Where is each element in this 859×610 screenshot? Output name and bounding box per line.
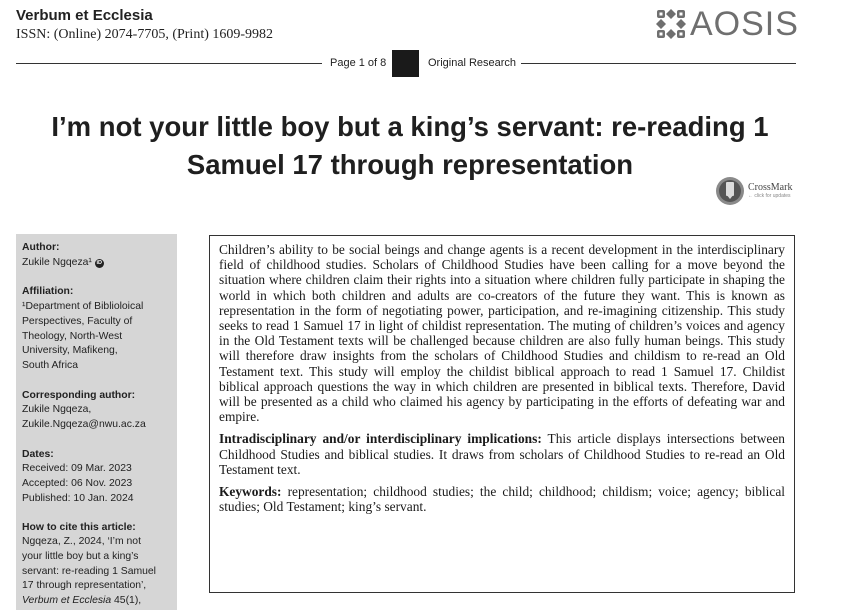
cite-line: servant: re-reading 1 Samuel (22, 565, 156, 577)
title-line-2: Samuel 17 through representation (186, 149, 634, 180)
issn: ISSN: (Online) 2074-7705, (Print) 1609-9982 (16, 27, 274, 42)
cite-section (22, 521, 171, 609)
author-section (22, 241, 171, 270)
date-published: Published: 10 Jan. 2024 (22, 492, 134, 504)
crossmark-icon (715, 176, 745, 206)
keywords-label: Keywords: (219, 484, 282, 500)
affiliation-line: South Africa (22, 359, 79, 371)
date-accepted: Accepted: 06 Nov. 2023 (22, 478, 133, 490)
header-rule-left (16, 63, 322, 64)
cite-volume: 45(1), (111, 595, 142, 607)
aosis-logo-icon (655, 8, 687, 40)
corresponding-label: Corresponding author: (22, 389, 136, 401)
implications-paragraph (219, 431, 785, 477)
date-received: Received: 09 Mar. 2023 (22, 463, 132, 475)
affiliation-line: Theology, North-West (22, 330, 123, 342)
implications-text: This article displays intersections between Childhood Studies and biblical studies. It draws from scholars of Childhood Studies to re-read an Old Testament text. (219, 431, 785, 477)
logo-text: AOSIS (690, 5, 799, 43)
publisher-logo[interactable] (655, 5, 799, 43)
author-line (22, 256, 171, 271)
article-category: Original Research (428, 57, 517, 69)
author-label: Author: (22, 242, 60, 253)
abstract-box (209, 235, 795, 593)
corresponding-section (22, 389, 171, 433)
crossmark-sub: ← click for updates (748, 193, 791, 199)
crossmark-badge[interactable] (715, 176, 792, 206)
affiliation-line: University, Mafikeng, (22, 345, 118, 357)
page-number: Page 1 of 8 (330, 57, 387, 69)
implications-label: Intradisciplinary and/or interdisciplinary implications: (219, 431, 542, 447)
cite-line: Ngqeza, Z., 2024, ‘I’m not (22, 536, 141, 548)
dates-label: Dates: (22, 448, 54, 460)
article-info-sidebar (16, 234, 177, 610)
affiliation-line: ¹Department of Biblioloical (22, 301, 144, 313)
abstract-body: Children’s ability to be social beings and change agents is a recent development in the interdisciplinary field of childhood studies. Scholars of Childhood Studies have been calling for a move beyond the situation where children claim their rights into a situation where children fully participate in shaping the world in which both children and adults are co-creators of the future they want. This is known as representation in the form of negotiating power, participation, and re-imagining citizenship. This study seeks to read 1 Samuel 17 in light of childist representation. The muting of children’s voices and agency in the Old Testament texts will be challenged because children are also fully human beings. This study will therefore draw insights from the scholars of Childhood Studies and childism to re-read an Old Testament text. This study will employ the childist biblical approach to read 1 Samuel 17. Childist biblical approach questions the way in which children are presented in biblical texts. Therefore, David will be presented as a child who claimed his agency by participating in the efforts of defeating war and empire. (219, 242, 785, 425)
affiliation-label: Affiliation: (22, 286, 74, 298)
title-line-1: I’m not your little boy but a king’s servant: re-reading 1 (51, 111, 769, 142)
author-name: Zukile Ngqeza¹ (22, 256, 92, 268)
cite-label: How to cite this article: (22, 521, 136, 533)
keywords-paragraph (219, 484, 785, 514)
cite-line: your little boy but a king’s (22, 550, 139, 562)
cite-journal: Verbum et Ecclesia (22, 595, 112, 607)
affiliation-line: Perspectives, Faculty of (22, 315, 133, 327)
journal-name: Verbum et Ecclesia (16, 7, 153, 24)
article-title (20, 108, 800, 184)
page-marker-block (392, 50, 419, 77)
corresponding-name: Zukile Ngqeza, (22, 404, 92, 416)
crossmark-label: CrossMark (748, 182, 793, 193)
affiliation-section (22, 285, 171, 373)
orcid-icon[interactable]: iD (96, 259, 103, 266)
keywords-text: representation; childhood studies; the child; childhood; childism; voice; agency; biblical studies; Old Testament; king’s servant. (219, 484, 785, 515)
corresponding-email[interactable]: Zukile.Ngqeza@nwu.ac.za (22, 419, 146, 431)
header-rule-right (521, 63, 796, 64)
cite-line (22, 594, 171, 609)
dates-section (22, 448, 171, 507)
cite-line: 17 through representation’, (22, 580, 147, 592)
